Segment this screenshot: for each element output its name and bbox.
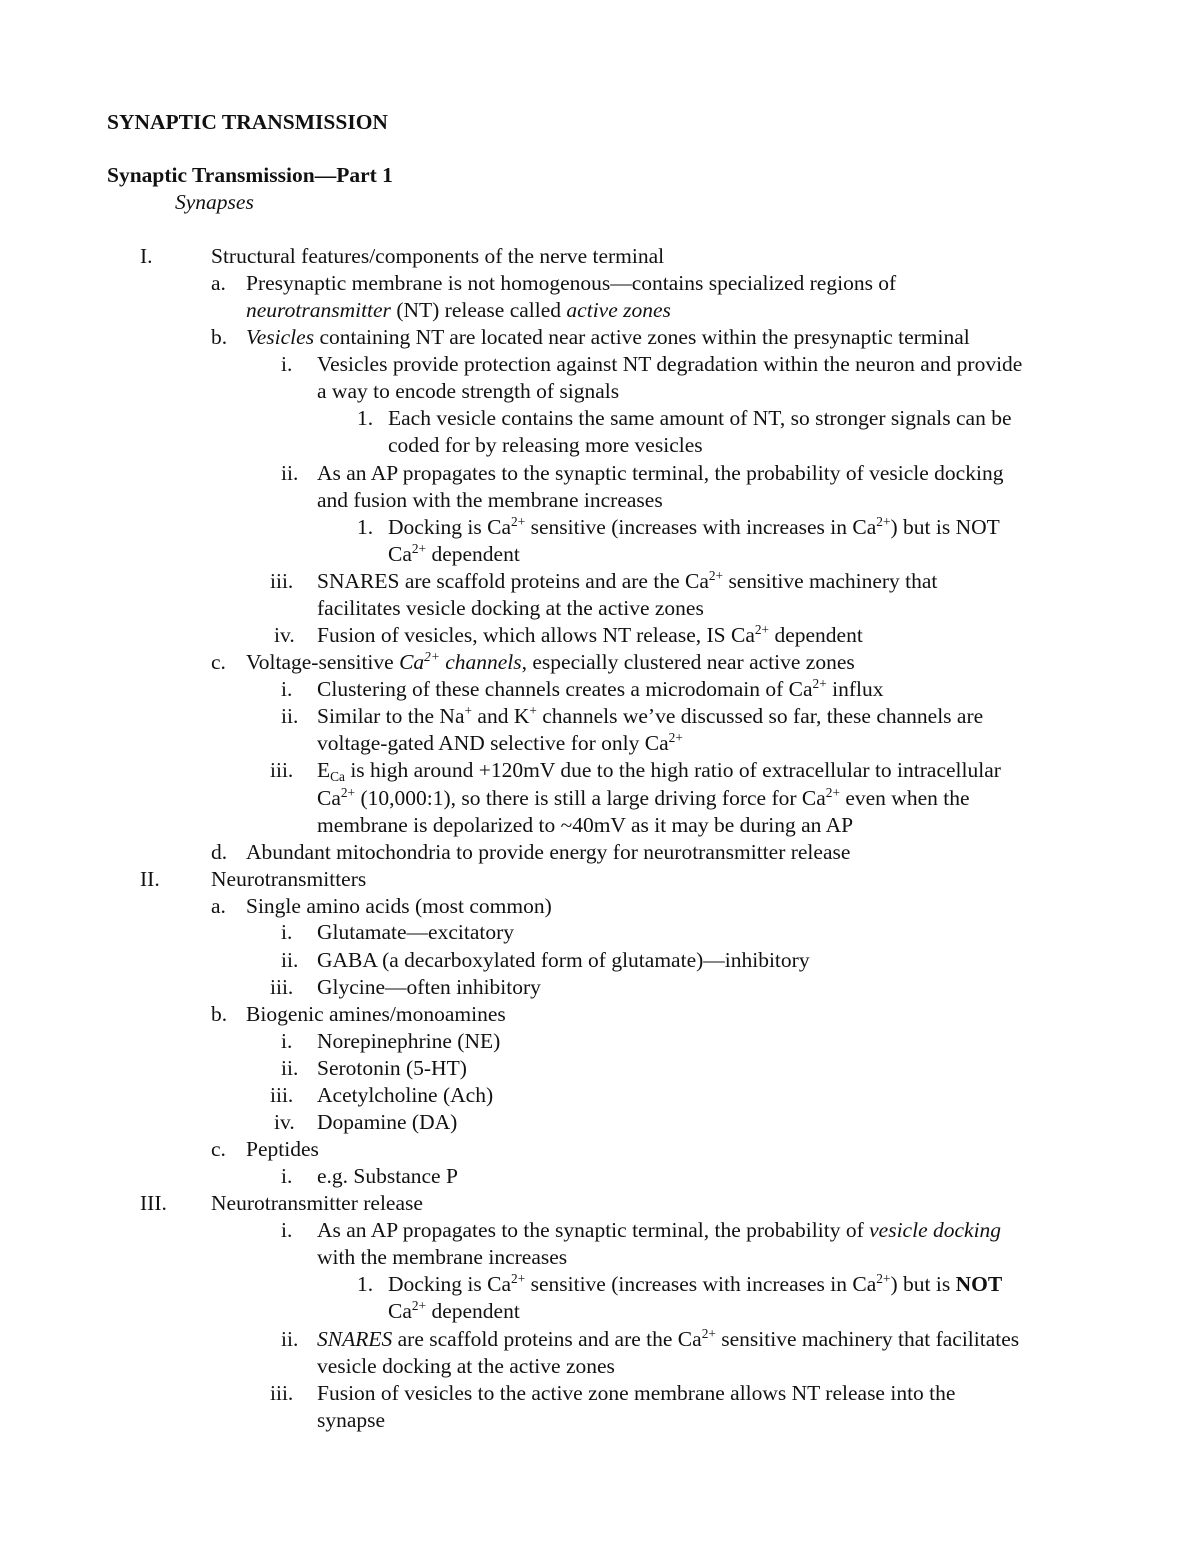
outline-line — [317, 785, 970, 810]
outline-line — [317, 950, 810, 972]
outline-marker: iii. — [270, 1083, 294, 1107]
text-run: with the membrane increases — [317, 1245, 568, 1269]
text-run: Ca — [399, 650, 425, 674]
text-run: Ca — [388, 1299, 412, 1323]
outline-marker: b. — [211, 1002, 228, 1026]
outline-marker: III. — [140, 1191, 167, 1215]
outline-line — [211, 1193, 423, 1215]
outline-line — [317, 1112, 457, 1134]
superscript: + — [464, 703, 473, 719]
text-run: Each vesicle contains the same amount of NT, so stronger signals can be — [388, 406, 1012, 430]
text-run: Docking is Ca — [388, 1272, 512, 1296]
outline-marker: I. — [140, 244, 153, 268]
outline-line — [317, 1058, 467, 1080]
outline-marker: i. — [281, 920, 293, 944]
text-run: Fusion of vesicles to the active zone membrane allows NT release into the — [317, 1381, 956, 1405]
superscript: + — [529, 703, 537, 719]
text-run: Biogenic amines/monoamines — [246, 1002, 506, 1026]
outline-line — [246, 649, 855, 674]
text-run: Vesicles — [246, 325, 315, 349]
outline-line — [211, 246, 664, 268]
text-run: ) but is NOT — [890, 515, 1000, 539]
text-run: , especially clustered near active zones — [521, 650, 855, 674]
outline-line — [317, 463, 1003, 485]
text-run: SNARES — [317, 1327, 393, 1351]
text-run: vesicle docking — [869, 1218, 1002, 1242]
text-run: sensitive (increases with increases in Ca — [525, 1272, 877, 1296]
outline-line — [388, 514, 1000, 539]
outline-marker: a. — [211, 894, 226, 918]
text-run: sensitive machinery that — [723, 569, 938, 593]
text-run: Dopamine (DA) — [317, 1110, 458, 1134]
outline-line — [388, 435, 703, 457]
superscript: 2+ — [511, 514, 526, 530]
text-run: e.g. Substance P — [317, 1164, 458, 1188]
text-run: sensitive machinery that facilitates — [715, 1327, 1020, 1351]
text-run: containing NT are located near active zones within the presynaptic terminal — [314, 325, 970, 349]
outline-line — [211, 869, 366, 891]
outline-line — [317, 1085, 493, 1107]
superscript: 2+ — [876, 1271, 891, 1287]
outline-marker: 1. — [357, 406, 374, 430]
outline-line — [317, 1383, 955, 1405]
outline-marker: ii. — [281, 704, 299, 728]
text-run: Neurotransmitters — [211, 867, 367, 891]
outline-marker: b. — [211, 325, 228, 349]
outline-marker: ii. — [281, 461, 299, 485]
outline-line — [246, 327, 970, 349]
outline-line — [246, 1004, 506, 1026]
part-heading: Synaptic Transmission—Part 1 — [107, 163, 393, 187]
outline-marker: i. — [281, 1218, 293, 1242]
text-run: Structural features/components of the nerve terminal — [211, 244, 665, 268]
outline-marker: ii. — [281, 1327, 299, 1351]
superscript: 2+ — [812, 676, 827, 692]
superscript: 2+ — [511, 1271, 526, 1287]
outline-marker: i. — [281, 1029, 293, 1053]
outline-marker: a. — [211, 271, 226, 295]
text-run: voltage-gated AND selective for only Ca — [317, 731, 669, 755]
text-run: neurotransmitter — [246, 298, 391, 322]
outline-line — [317, 598, 704, 620]
superscript: 2+ — [708, 568, 724, 584]
outline-marker: iv. — [274, 623, 295, 647]
text-run: (NT) release called — [390, 298, 567, 322]
outline-line — [317, 354, 1022, 376]
text-run: is high around +120mV due to the high ratio of extracellular to intracellular — [344, 758, 1001, 782]
text-run: channels we’ve discussed so far, these channels are — [536, 704, 984, 728]
text-run: Serotonin (5-HT) — [317, 1056, 467, 1080]
outline-line — [317, 730, 683, 755]
outline-line — [246, 1139, 319, 1161]
text-run: active zones — [566, 298, 671, 322]
text-run: membrane is depolarized to ~40mV as it may be during an AP — [317, 813, 854, 837]
outline-line — [246, 273, 896, 295]
text-run: a way to encode strength of signals — [317, 379, 620, 403]
superscript: 2+ — [340, 785, 356, 801]
text-run: E — [317, 758, 331, 782]
text-run: Neurotransmitter release — [211, 1191, 423, 1215]
outline-marker: iii. — [270, 1381, 294, 1405]
outline-line — [317, 381, 619, 403]
text-run: NOT — [955, 1272, 1003, 1296]
outline-line — [388, 541, 520, 566]
text-run: As an AP propagates to the synaptic terminal, the probability of vesicle docking — [317, 461, 1004, 485]
outline-line — [317, 1326, 1020, 1351]
outline-marker: c. — [211, 650, 226, 674]
outline-line — [246, 842, 850, 864]
superscript: 2+ — [411, 541, 427, 557]
outline-line — [246, 300, 671, 322]
text-run: facilitates vesicle docking at the active zones — [317, 596, 704, 620]
outline-line — [317, 703, 984, 728]
text-run: Single amino acids (most common) — [246, 894, 552, 918]
text-run: dependent — [426, 542, 520, 566]
text-run: (10,000:1), so there is still a large driving force for Ca — [355, 786, 826, 810]
outline-marker: c. — [211, 1137, 226, 1161]
text-run: Similar to the Na — [317, 704, 465, 728]
text-run: even when the — [839, 786, 970, 810]
outline-marker: ii. — [281, 948, 299, 972]
outline-line — [317, 1356, 615, 1378]
text-run: coded for by releasing more vesicles — [388, 433, 703, 457]
outline-line — [317, 1031, 500, 1053]
outline-marker: iii. — [270, 569, 294, 593]
text-run: and fusion with the membrane increases — [317, 488, 663, 512]
outline-marker: II. — [140, 867, 160, 891]
text-run: Fusion of vesicles, which allows NT release, IS Ca — [317, 623, 755, 647]
superscript: 2+ — [411, 1298, 427, 1314]
outline-line — [317, 1247, 567, 1269]
outline-marker: iv. — [274, 1110, 295, 1134]
text-run: Abundant mitochondria to provide energy for neurotransmitter release — [246, 840, 851, 864]
text-run: are scaffold proteins and are the Ca — [392, 1327, 702, 1351]
superscript: 2+ — [701, 1326, 716, 1342]
outline-line — [317, 1220, 1001, 1242]
text-run: Docking is Ca — [388, 515, 512, 539]
outline-line — [317, 815, 853, 837]
text-run: Glycine—often inhibitory — [317, 975, 541, 999]
text-run: Ca — [388, 542, 412, 566]
outline-marker: d. — [211, 840, 228, 864]
outline-line — [388, 1298, 520, 1323]
outline-marker: ii. — [281, 1056, 299, 1080]
outline-marker: i. — [281, 1164, 293, 1188]
text-run: GABA (a decarboxylated form of glutamate)—inhibitory — [317, 948, 810, 972]
text-run: Clustering of these channels creates a microdomain of Ca — [317, 677, 813, 701]
superscript: 2+ — [668, 730, 683, 746]
outline-line — [388, 1271, 1003, 1296]
superscript: 2+ — [754, 622, 770, 638]
outline-line — [388, 408, 1012, 430]
superscript: 2+ — [876, 514, 891, 530]
outline-line — [317, 1410, 385, 1432]
text-run: synapse — [317, 1408, 386, 1432]
text-run: Norepinephrine (NE) — [317, 1029, 501, 1053]
text-run: Voltage-sensitive — [246, 650, 400, 674]
outline-line — [317, 977, 541, 999]
text-run: Acetylcholine (Ach) — [317, 1083, 494, 1107]
text-run: dependent — [769, 623, 863, 647]
text-run: SNARES are scaffold proteins and are the Ca — [317, 569, 709, 593]
text-run: As an AP propagates to the synaptic terminal, the probability of — [317, 1218, 870, 1242]
text-run: dependent — [426, 1299, 520, 1323]
text-run: and K — [472, 704, 530, 728]
outline-marker: 1. — [357, 1272, 374, 1296]
outline-marker: iii. — [270, 758, 294, 782]
outline-line — [246, 896, 552, 918]
superscript: 2+ — [424, 649, 440, 665]
text-run: channels — [439, 650, 522, 674]
text-run: Vesicles provide protection against NT degradation within the neuron and provide — [317, 352, 1023, 376]
subscript: Ca — [330, 768, 345, 784]
text-run: Presynaptic membrane is not homogenous—contains specialized regions of — [246, 271, 897, 295]
text-run: Glutamate—excitatory — [317, 920, 515, 944]
outline-line — [317, 676, 884, 701]
outline-line — [317, 622, 863, 647]
text-run: Ca — [317, 786, 341, 810]
subsection-heading: Synapses — [175, 190, 254, 214]
outline-line — [317, 922, 514, 944]
outline-line — [317, 568, 938, 593]
text-run: vesicle docking at the active zones — [317, 1354, 615, 1378]
document-title: SYNAPTIC TRANSMISSION — [107, 110, 388, 134]
superscript: 2+ — [825, 785, 840, 801]
outline-marker: i. — [281, 352, 293, 376]
outline-marker: iii. — [270, 975, 294, 999]
outline-marker: i. — [281, 677, 293, 701]
text-run: ) but is — [890, 1272, 956, 1296]
text-run: sensitive (increases with increases in Ca — [525, 515, 877, 539]
outline-line — [317, 1166, 458, 1188]
outline-line — [317, 490, 663, 512]
outline-line — [317, 760, 1001, 782]
outline-marker: 1. — [357, 515, 374, 539]
text-run: influx — [826, 677, 884, 701]
text-run: Peptides — [246, 1137, 319, 1161]
